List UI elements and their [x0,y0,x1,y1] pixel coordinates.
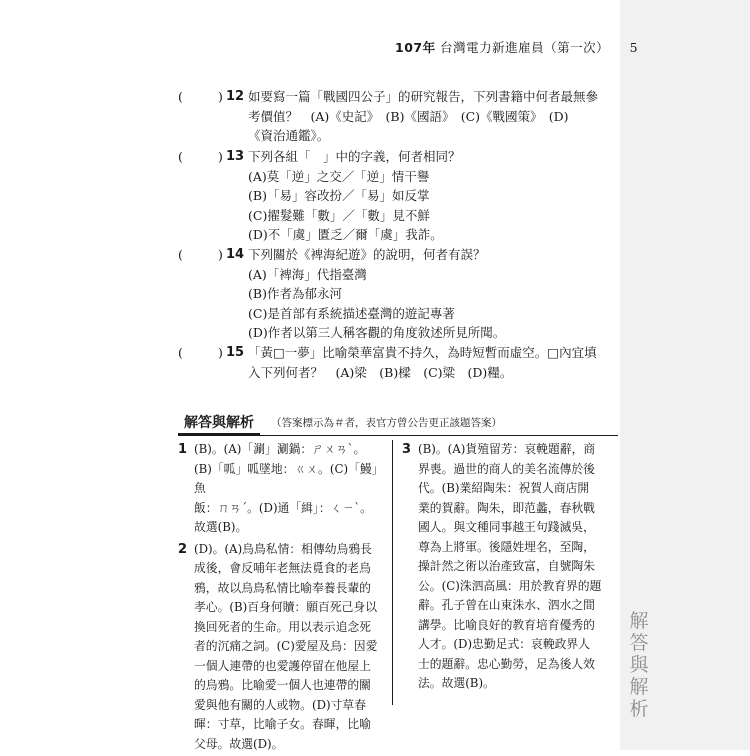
answer-text: (B)。(A)貨殖留芳：哀輓題辭，商 界喪。過世的商人的美名流傳於後 代。(B)業紹陶朱：祝賀人商店開 業的賀辭。陶朱，即范蠡，春秋戰 國人。與文種同事越王句踐滅吳， 尊為上將軍。後隱姓埋名，至陶， 操計然之術以治產致富，自號陶朱 公。(C)洙泗高風：用於教育界的題 辭。孔子曾在山東洙水、泗水之間 講學。比喻良好的教育培育優秀的 人才。(D)忠勤足式：哀輓政界人 士的題辭。忠心勤勞，足為後人效 法。故選(B)。 [418,442,602,690]
answers-header [178,411,618,437]
side-tab-char: 解 [629,676,649,698]
side-tab-char: 與 [629,654,649,676]
answer-number: 1 [178,442,188,457]
answer-number: 2 [178,541,188,557]
answer-item [178,440,383,538]
answer-paren-open: ( [178,247,183,262]
answers-column-right [402,440,612,696]
question-text: 下列各組「 」中的字義，何者相同？ (A)莫「逆」之交／「逆」情干譽 (B)「易」容改扮／「易」如反掌 (C)擢髮難「數」／「數」見不鮮 (D)不「虞」匱乏／爾「虞」我詐。 [248,149,461,242]
answer-paren-open: ( [178,345,183,360]
question-text: 下列關於《裨海紀遊》的說明，何者有誤？ (A)「裨海」代指臺灣 (B)作者為郁永河 (C)是首部有系統描述臺灣的遊記專著 (D)作者以第三人稱客觀的角度敘述所見所聞。 [248,247,506,340]
question-text: 「黃□一夢」比喻榮華富貴不持久，為時短暫而虛空。□內宜填 入下列何者？ (A)梁 (B)樑 (C)粱 (D)糧。 [248,345,597,380]
answer-paren-close: ) [218,149,223,164]
answer-paren-open: ( [178,89,183,104]
question-item [178,343,618,383]
column-divider [392,440,393,705]
answers-note: （答案標示為＃者，表官方曾公告更正該題答案） [271,417,502,429]
answer-paren-close: ) [218,345,223,360]
page-number: 5 [629,40,639,55]
answer-number: 3 [402,442,412,457]
side-tab-char: 答 [629,632,649,654]
question-list [178,87,618,383]
answer-item [402,440,612,694]
exam-title: 台灣電力新進雇員（第一次） [440,40,610,55]
answers-title: 解答與解析 [178,411,260,435]
side-tab-char: 析 [629,698,649,720]
question-number: 12 [226,89,245,104]
answers-column-left [178,440,383,756]
side-tab-char: 解 [629,610,649,632]
answer-paren-open: ( [178,149,183,164]
answer-paren-close: ) [218,89,223,104]
question-item [178,87,618,147]
answer-paren-close: ) [218,247,223,262]
question-number: 15 [226,345,245,360]
exam-year: 107年 [395,40,436,55]
question-text: 如要寫一篇「戰國四公子」的研究報告，下列書籍中何者最無參 考價值？ (A)《史記》 (B)《國語》 (C)《戰國策》 (D) 《資治通鑑》。 [248,89,599,143]
answer-item [178,540,383,755]
answers-rule [178,435,618,436]
question-item [178,245,618,343]
question-number: 14 [226,247,245,262]
page-header [395,38,638,56]
answer-text: (D)。(A)烏鳥私情：相傳幼烏鴉長 成後，會反哺年老無法覓食的老烏 鴉，故以烏鳥私情比喻奉養長輩的 孝心。(B)百身何贖：願百死己身以 換回死者的生命。用以表示追念死 者的沉痛之詞。(C)愛屋及烏：因愛 一個人連帶的也愛護停留在他屋上 的烏鴉。比喻愛一個人也連帶的關 愛與他有關的人或物。(D)寸草春 暉：寸草，比喻子女。春暉，比喻 父母。故選(D)。 [194,541,378,751]
question-item [178,147,618,245]
side-tab-label [624,610,654,720]
question-number: 13 [226,149,245,164]
answer-text: (B)。(A)「涮」涮鍋：ㄕㄨㄢˋ。 (B)「呱」呱墜地：ㄍㄨ。(C)「鰻」魚 飯：ㄇㄢˊ。(D)通「緝」：ㄑㄧˋ。 故選(B)。 [194,442,378,534]
